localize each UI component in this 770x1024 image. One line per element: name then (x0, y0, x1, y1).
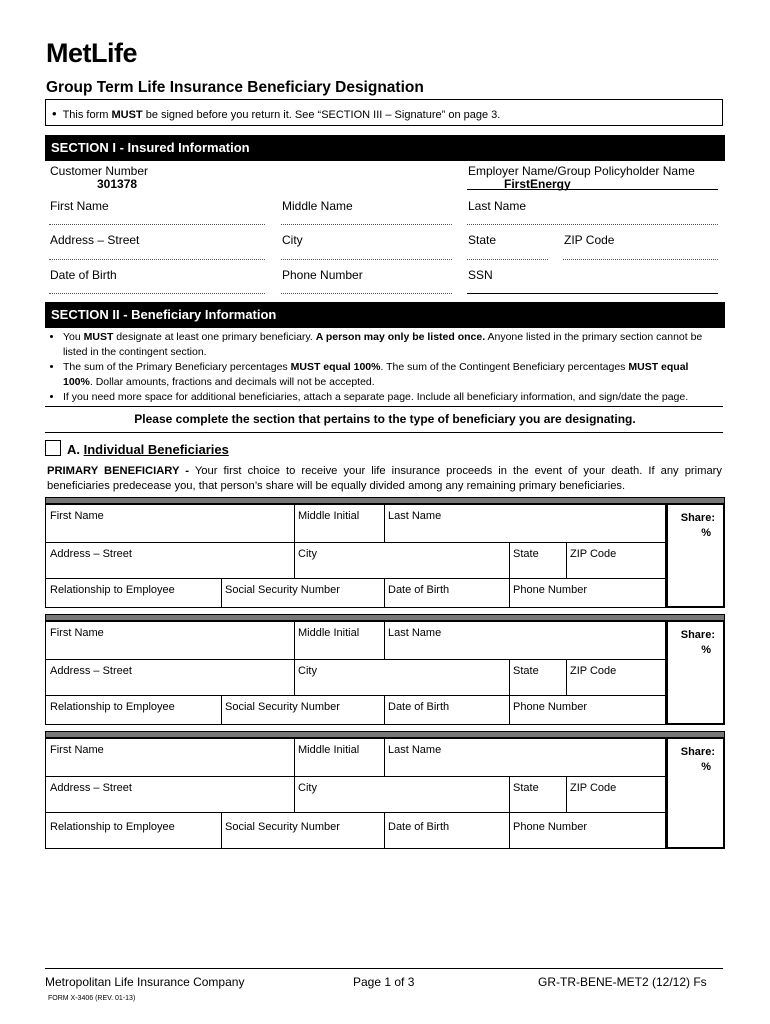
bene-middle-initial-field[interactable]: Middle Initial (298, 744, 360, 756)
beneficiary-block-1 (45, 497, 725, 608)
instruction-note: Please complete the section that pertains to the type of beneficiary you are designating. (134, 412, 636, 426)
insured-state-label: State (468, 233, 497, 247)
bene-last-name-field[interactable]: Last Name (388, 744, 442, 756)
bene-dob-field[interactable]: Date of Birth (388, 821, 450, 833)
bene-share-field[interactable]: Share: % (666, 738, 725, 849)
beneficiary-block-3 (45, 731, 725, 849)
insured-dob-field[interactable] (49, 293, 265, 294)
footer-divider (45, 968, 723, 969)
bene-city-field[interactable]: City (298, 548, 317, 560)
bene-share-field[interactable]: Share: % (666, 621, 725, 725)
bene-phone-field[interactable]: Phone Number (513, 821, 587, 833)
bene-ssn-field[interactable]: Social Security Number (225, 584, 340, 596)
divider (45, 432, 723, 433)
bene-share-field[interactable]: Share: % (666, 504, 725, 608)
employer-name-value[interactable]: FirstEnergy (504, 177, 571, 191)
insured-dob-label: Date of Birth (50, 268, 117, 282)
bene-state-field[interactable]: State (513, 665, 539, 677)
bene-relationship-field[interactable]: Relationship to Employee (50, 584, 175, 596)
individual-beneficiaries-checkbox[interactable] (45, 440, 61, 456)
metlife-logo: MetLife (46, 38, 137, 68)
bene-address-field[interactable]: Address – Street (50, 548, 132, 560)
bene-state-field[interactable]: State (513, 782, 539, 794)
bene-city-field[interactable]: City (298, 782, 317, 794)
bene-last-name-field[interactable]: Last Name (388, 510, 442, 522)
insured-middle-name-field[interactable] (281, 224, 452, 225)
bene-dob-field[interactable]: Date of Birth (388, 701, 450, 713)
bene-middle-initial-field[interactable]: Middle Initial (298, 510, 360, 522)
bene-middle-initial-field[interactable]: Middle Initial (298, 627, 360, 639)
bene-first-name-field[interactable]: First Name (50, 510, 104, 522)
bene-city-field[interactable]: City (298, 665, 317, 677)
bene-first-name-field[interactable]: First Name (50, 744, 104, 756)
rule-item: • The sum of the Primary Beneficiary percentages MUST equal 100%. The sum of the Contingent Beneficiary percentages MUST equal 100%. Dollar amounts, fractions and decimals will not be accepted. (63, 360, 717, 389)
bene-relationship-field[interactable]: Relationship to Employee (50, 821, 175, 833)
insured-zip-label: ZIP Code (564, 233, 615, 247)
customer-number-value[interactable]: 301378 (97, 177, 138, 191)
insured-phone-label: Phone Number (282, 268, 363, 282)
section2-header: SECTION II - Beneficiary Information (45, 302, 725, 328)
bene-address-field[interactable]: Address – Street (50, 665, 132, 677)
footer-page-number: Page 1 of 3 (353, 975, 415, 989)
insured-first-name-label: First Name (50, 199, 109, 213)
insured-city-field[interactable] (281, 259, 452, 260)
bene-first-name-field[interactable]: First Name (50, 627, 104, 639)
insured-last-name-field[interactable] (467, 224, 718, 225)
bene-dob-field[interactable]: Date of Birth (388, 584, 450, 596)
section2-rules (47, 330, 717, 406)
insured-phone-field[interactable] (281, 293, 452, 294)
insured-address-label: Address – Street (50, 233, 140, 247)
bene-phone-field[interactable]: Phone Number (513, 584, 587, 596)
bene-last-name-field[interactable]: Last Name (388, 627, 442, 639)
beneficiary-block-2 (45, 614, 725, 725)
footer-form-code: GR-TR-BENE-MET2 (12/12) Fs (538, 975, 707, 989)
section1-header: SECTION I - Insured Information (45, 135, 725, 161)
rule-item: • You MUST designate at least one primary beneficiary. A person may only be listed once. Anyone listed in the primary section cannot be listed in the contingent section. (63, 330, 717, 359)
primary-beneficiary-description: PRIMARY BENEFICIARY - Your first choice to receive your life insurance proceeds in the event of your death. If any primary beneficiaries predecease you, that person’s share will be equally divided among any remaining primary beneficiaries. (47, 465, 722, 492)
insured-address-field[interactable] (49, 259, 265, 260)
signature-notice: • This form MUST be signed before you return it. See “SECTION III – Signature” on page 3. (45, 99, 723, 126)
bene-phone-field[interactable]: Phone Number (513, 701, 587, 713)
rule-item: • If you need more space for additional beneficiaries, attach a separate page. Include all beneficiary information, and sign/date the page. (63, 390, 717, 405)
insured-city-label: City (282, 233, 303, 247)
insured-first-name-field[interactable] (49, 224, 265, 225)
page-title: Group Term Life Insurance Beneficiary Designation (46, 79, 424, 96)
insured-ssn-field[interactable] (467, 293, 718, 294)
bene-zip-field[interactable]: ZIP Code (570, 548, 617, 560)
insured-middle-name-label: Middle Name (282, 199, 353, 213)
employer-name-label: Employer Name/Group Policyholder Name (468, 164, 695, 178)
insured-last-name-label: Last Name (468, 199, 527, 213)
bene-ssn-field[interactable]: Social Security Number (225, 821, 340, 833)
bene-address-field[interactable]: Address – Street (50, 782, 132, 794)
insured-state-field[interactable] (467, 259, 548, 260)
footer-form-number: FORM X-3406 (REV. 01-13) (48, 995, 136, 1002)
insured-zip-field[interactable] (563, 259, 718, 260)
divider (45, 406, 723, 407)
customer-number-label: Customer Number (50, 164, 149, 178)
individual-beneficiaries-heading: A. Individual Beneficiaries (67, 442, 229, 457)
bene-ssn-field[interactable]: Social Security Number (225, 701, 340, 713)
employer-underline (467, 189, 718, 190)
bene-relationship-field[interactable]: Relationship to Employee (50, 701, 175, 713)
bene-zip-field[interactable]: ZIP Code (570, 782, 617, 794)
bullet-icon: • (52, 106, 57, 121)
insured-ssn-label: SSN (468, 268, 493, 282)
bene-zip-field[interactable]: ZIP Code (570, 665, 617, 677)
footer-company: Metropolitan Life Insurance Company (45, 975, 245, 989)
bene-state-field[interactable]: State (513, 548, 539, 560)
